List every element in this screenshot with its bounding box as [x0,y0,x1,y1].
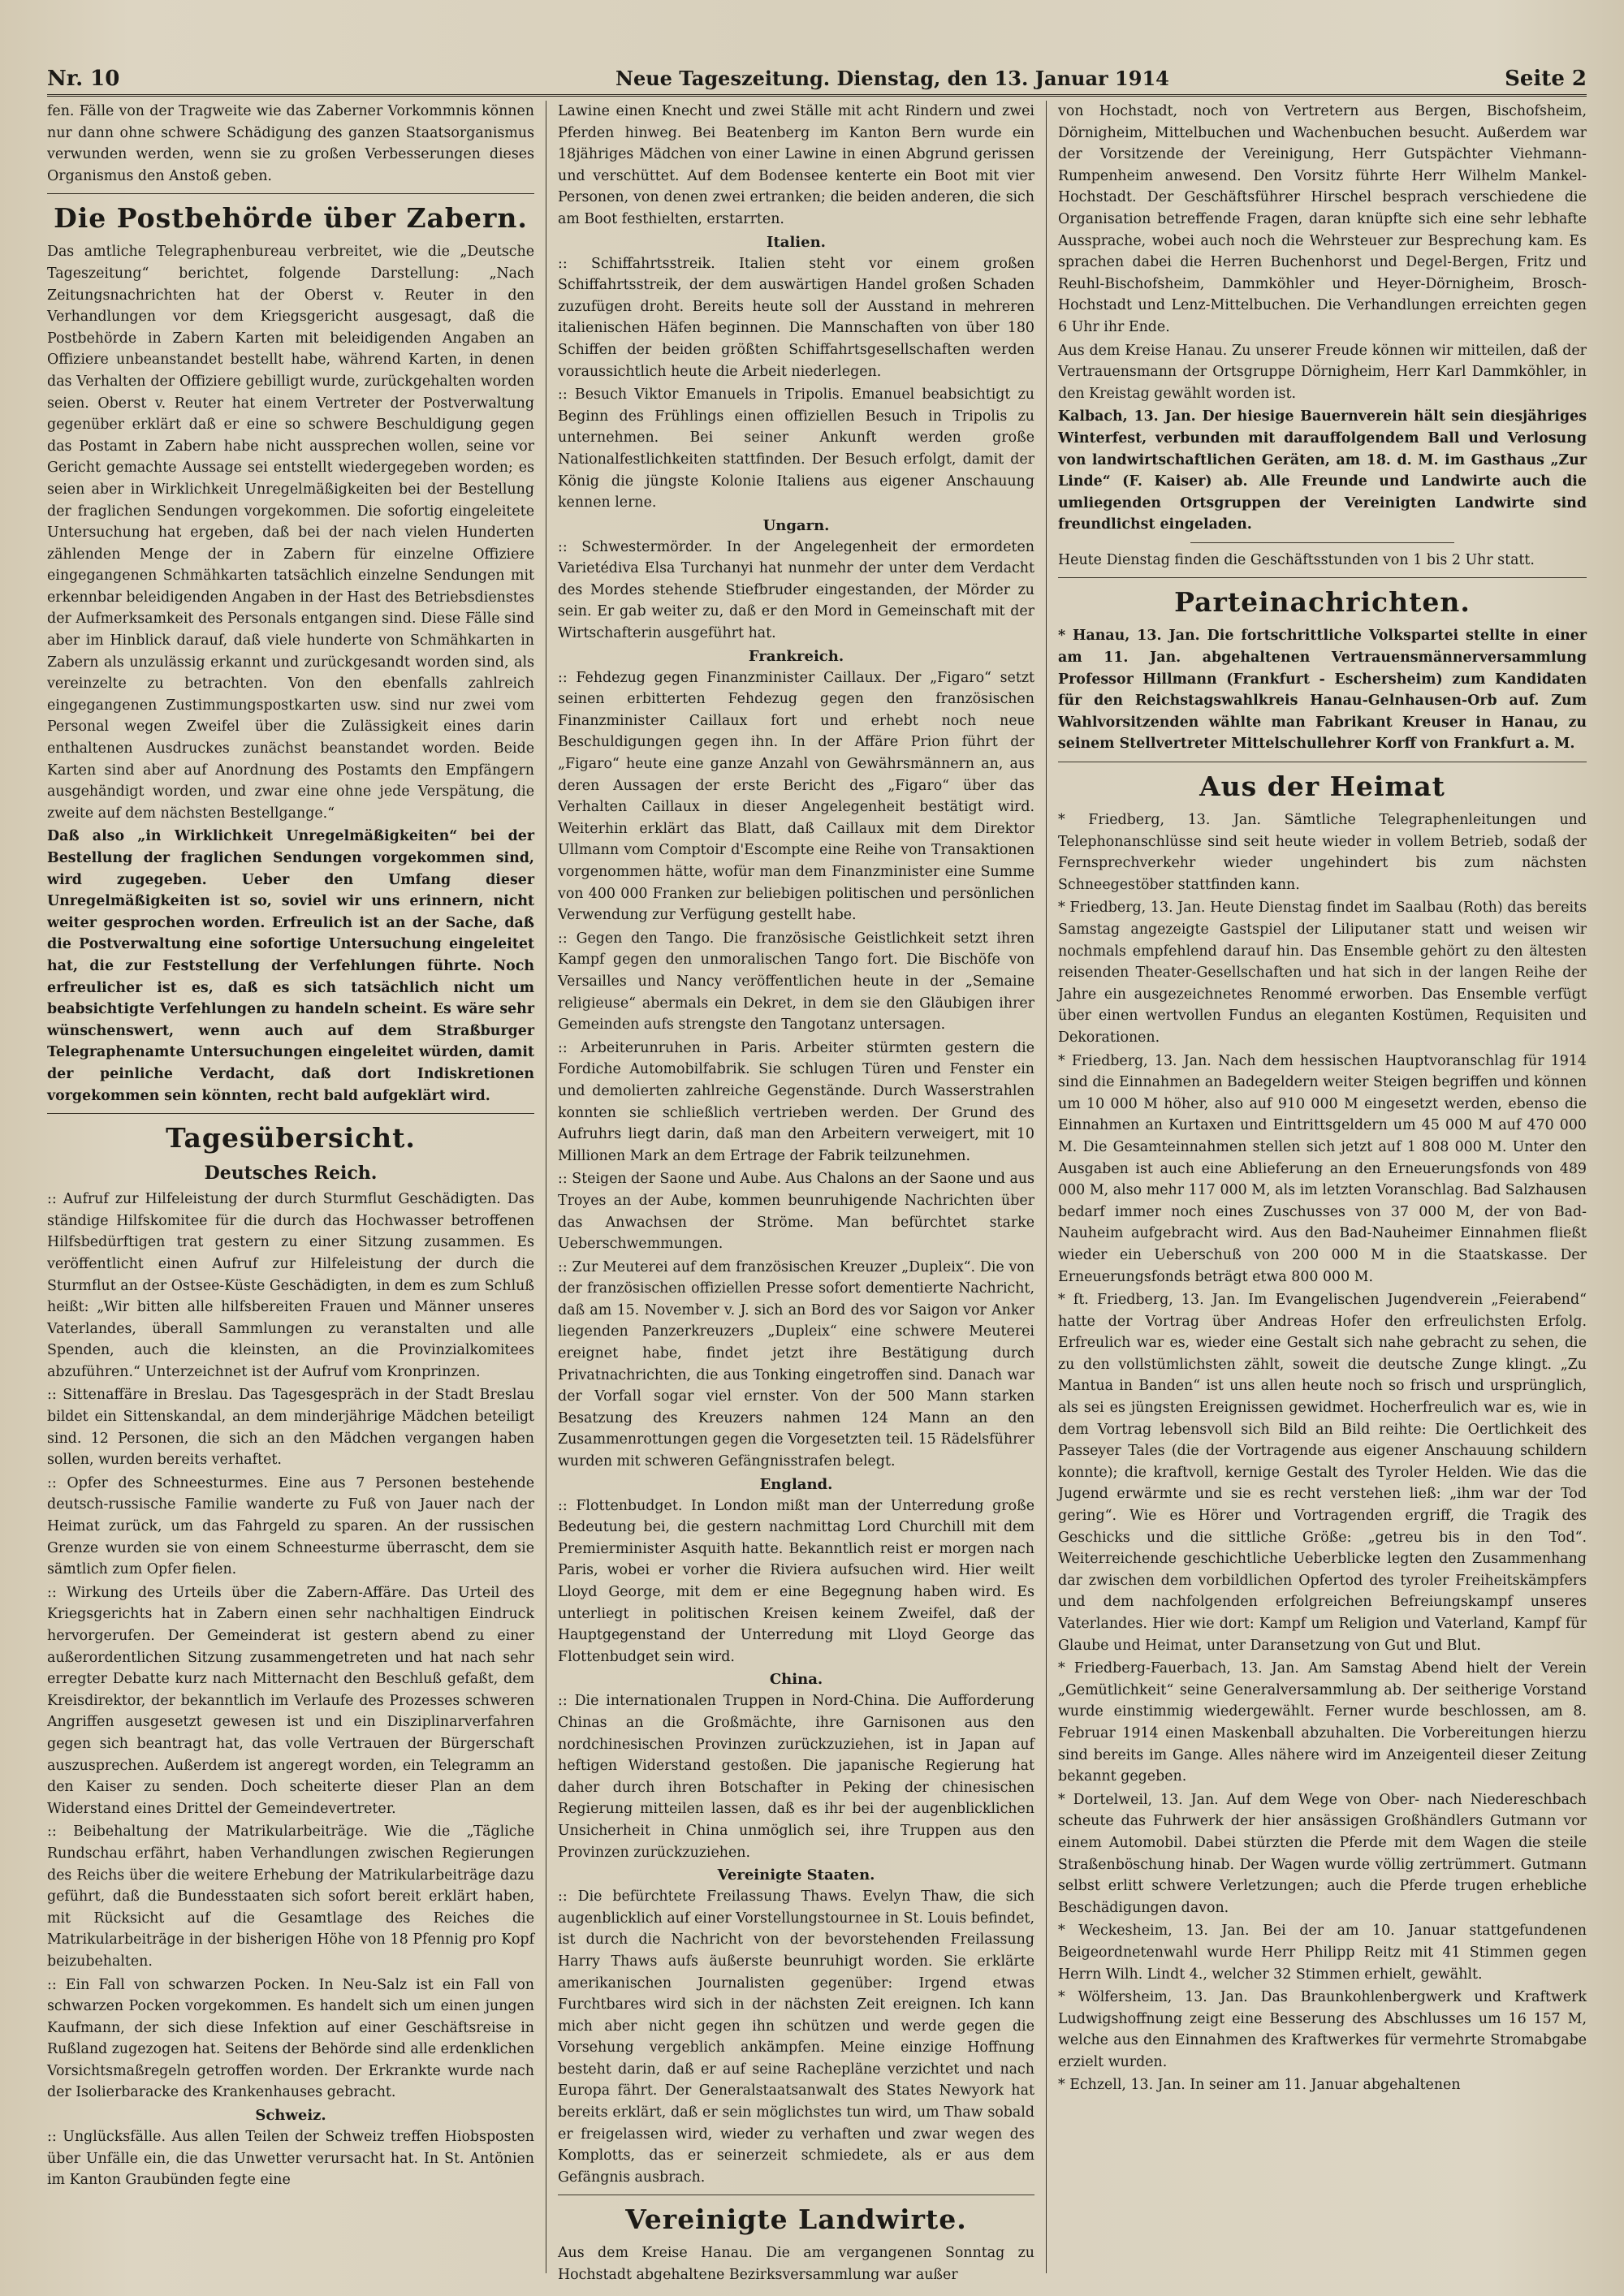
news-item: :: Schiffahrtsstreik. Italien steht vor einem großen Schiffahrtsstreik, der dem auswärtigen Handel großen Schaden zuzufügen droht. Bereits heute soll der Ausstand in mehreren italienischen Häfen beginnen. Die Mannschaften von über 180 Schiffen der beiden größten Schiffahrtsgesellschaften werden voraussichtlich heute die Arbeit niederlegen. [558,255,1034,380]
news-item: :: Schwestermörder. In der Angelegenheit der ermordeten Varietédiva Elsa Turchanyi hat nunmehr der unter dem Verdacht des Mordes stehende Stiefbruder eingestanden, der Mörder zu sein. Er gab weiter zu, daß er den Mord in Gemeinschaft mit der Wirtschafterin ausgeführt hat. [558,538,1034,642]
column-1 [47,101,546,2273]
article-continuation: fen. Fälle von der Tragweite wie das Zaberner Vorkommnis können nur dann ohne schwere Schädigung des ganzen Staatsorganismus verwunden werden, wenn sie zu großen Verbesserungen dieses Organismus den Anstoß geben. [47,103,534,184]
section-deutsches-reich: Deutsches Reich. [204,1163,378,1185]
divider [47,1113,534,1114]
section-ungarn: Ungarn. [762,516,830,534]
news-item: :: Sittenaffäre in Breslau. Das Tagesgespräch in der Stadt Breslau bildet ein Sittenskandal, an dem minderjährige Mädchen beteiligt sind. 12 Personen, die sich an den Mädchen vergangen haben sollen, wurden bereits verhaftet. [47,1387,534,1469]
news-item: :: Zur Meuterei auf dem französischen Kreuzer „Dupleix“. Die von der französischen offiziellen Presse sofort dementierte Nachricht, daß am 15. November v. J. sich an Bord des vor Saigon vor Anker liegenden Panzerkreuzers „Dupleix“ eine schwere Meuterei ereignet habe, findet jetzt ihre Bestätigung durch Privatnachrichten, die aus Tonking eingetroffen sind. Danach war der Vorfall sogar viel ernster. Von der 500 Mann starken Besatzung des Kreuzers nahmen 124 Mann an den Zusammenrottungen gegen die Vorgesetzten teil. 15 Rädelsführer wurden mit schweren Gefängnisstrafen belegt. [558,1258,1034,1470]
news-item: :: Unglücksfälle. Aus allen Teilen der Schweiz treffen Hiobsposten über Unfälle ein, die das Unwetter verursacht hat. In St. Antönien im Kanton Graubünden fegte eine [47,2129,534,2189]
news-item: :: Besuch Viktor Emanuels in Tripolis. Emanuel beabsichtigt zu Beginn des Frühlings einen offiziellen Besuch in Tripolis zu unternehmen. Bei seiner Ankunft werden große Nationalfestlichkeiten stattfinden. Der Besuch erfolgt, damit der König die jüngste Kolonie Italiens aus eigener Anschauung kennen lerne. [558,386,1034,511]
paragraph: Daß also „in Wirklichkeit Unregelmäßigkeiten“ bei der Bestellung der fraglichen Sendungen vorgekommen sind, wird zugegeben. Ueber den Umfang dieser Unregelmäßigkeiten ist so, soviel wir uns erinnern, nicht weiter gesprochen worden. Erfreulich ist an der Sache, daß die Postverwaltung eine sofortige Untersuchung eingeleitet hat, die zur Feststellung der Verfehlungen führte. Noch erfreulicher ist es, daß es sich tatsächlich nicht um beabsichtigte Verfehlungen zu handeln scheint. Es wäre sehr wünschenswert, wenn auch auf dem Straßburger Telegraphenamte Untersuchungen eingeleitet würden, damit der peinliche Verdacht, daß dort Indiskretionen vorgekommen sein könnten, recht bald aufgeklärt wird. [47,828,534,1104]
news-item: :: Beibehaltung der Matrikularbeiträge. Wie die „Tägliche Rundschau erfährt, haben Verhandlungen zwischen Regierungen des Reichs über die weitere Erhebung der Matrikularbeiträge dazu geführt, daß die Bundesstaaten sich sofort bereit erklärt haben, mit Rücksicht auf die Gesamtlage des Reiches die Matrikularbeiträge in der bisherigen Höhe von 18 Pfennig pro Kopf beizubehalten. [47,1823,534,1970]
issue-number: Nr. 10 [47,67,120,91]
news-item: :: Arbeiterunruhen in Paris. Arbeiter stürmten gestern die Fordiche Automobilfabrik. Sie schlugen Türen und Fenster ein und demolierten zahlreiche Gegenstände. Durch Wasserstrahlen konnten sie schließlich vertrieben werden. Der Grund des Aufruhrs liegt darin, daß man den Arbeitern verweigert, mit 10 Millionen Mark an dem Ertrage der Fabrik teilzunehmen. [558,1039,1034,1164]
news-item: :: Opfer des Schneesturmes. Eine aus 7 Personen bestehende deutsch-russische Familie wanderte zu Fuß von Jauer nach der Heimat zurück, um das Fahrgeld zu sparen. An der russischen Grenze wurden sie von einem Schneesturme überrascht, dem sie sämtlich zum Opfer fielen. [47,1474,534,1578]
divider [47,193,534,194]
section-vereinigte-staaten: Vereinigte Staaten. [717,1867,875,1884]
headline-vereinigte-landwirte: Vereinigte Landwirte. [625,2203,967,2236]
news-item: * Hanau, 13. Jan. Die fortschrittliche Volkspartei stellte in einer am 11. Jan. abgehaltenen Vertrauensmännerversammlung Professor Hillmann (Frankfurt - Eschersheim) zum Kandidaten für den Reichstagswahlkreis Hanau-Gelnhausen-Orb auf. Zum Wahlvorsitzenden wählte man Fabrikant Kreuser in Hanau, zu seinem Stellvertreter Mittelschullehrer Korff von Frankfurt a. M. [1058,628,1587,753]
newspaper-title-date: Neue Tageszeitung. Dienstag, den 13. Januar 1914 [615,67,1169,90]
column-2 [546,101,1046,2284]
news-item: * Friedberg, 13. Jan. Sämtliche Telegraphenleitungen und Telephonanschlüsse sind seit heute wieder in vollem Betrieb, sodaß der Fernsprechverkehr wieder ungehindert bis zum nächsten Schneegestöber stattfinden kann. [1058,812,1587,893]
section-england: England. [759,1475,833,1493]
news-item: :: Flottenbudget. In London mißt man der Unterredung große Bedeutung bei, die gestern nachmittag Lord Churchill mit dem Premierminister Asquith hatte. Bekanntlich reist er morgen nach Paris, wobei er vorher die Riviera aufsuchen wird. Hier weilt Lloyd George, mit dem er eine Begegnung haben wird. Es unterliegt in politischen Kreisen keinem Zweifel, daß der Hauptgegenstand der Unterredung mit Lloyd George das Flottenbudget sein wird. [558,1497,1034,1665]
divider [1058,577,1587,578]
news-item: * Echzell, 13. Jan. In seiner am 11. Januar abgehaltenen [1058,2077,1461,2094]
news-item: * Wölfersheim, 13. Jan. Das Braunkohlenbergwerk und Kraftwerk Ludwigshoffnung zeigt eine Besserung des Abschlusses um 16 157 M, welche aus den Einnahmen des Kraftwerkes für vermehrte Stromabgabe erzielt wurden. [1058,1989,1587,2070]
column-3 [1046,101,1587,2273]
divider [1190,542,1455,543]
news-item: * Friedberg, 13. Jan. Nach dem hessischen Hauptvoranschlag für 1914 sind die Einnahmen an Badegeldern weiter Steigen begriffen und können um 10 000 M höher, also auf 910 000 M eingesetzt werden, ebenso die Einnahmen an Kurtaxen und Eintrittsgeldern um 45 000 M auf 470 000 M. Die Gesamteinnahmen stellen sich jetzt auf 1 808 000 M. Unter den Ausgaben ist auch eine Ablieferung an den Erneuerungsfonds von 489 000 M, also mehr 117 000 M, als im letzten Voranschlag. Bad Salzhausen bedarf immer noch eines Zuschusses von 37 000 M, der von Bad-Nauheim aufgebracht wird. Aus den Bad-Nauheimer Einnahmen fließt wieder ein Ueberschuß von 200 000 M in die Staatskasse. Der Erneuerungsfonds beträgt etwa 800 000 M. [1058,1052,1587,1285]
news-item: :: Steigen der Saone und Aube. Aus Chalons an der Saone und aus Troyes an der Aube, kommen beunruhigende Nachrichten über das Anwachsen der Ströme. Man befürchtet starke Ueberschwemmungen. [558,1171,1034,1253]
masthead [47,63,1587,93]
news-item: * ft. Friedberg, 13. Jan. Im Evangelischen Jugendverein „Feierabend“ hatte der Vortrag über Andreas Hofer den erfreulichsten Erfolg. Erfreulich war es, wieder eine Gestalt sich nahe gebracht zu sehen, die zu den vollstümlichsten zählt, soweit die deutsche Zunge klingt. „Zu Mantua in Banden“ ist uns allen heute noch so frisch und ursprünglich, als sei es jüngsten Ereignissen gewidmet. Hocherfreulich war es, wie in dem Vortrag lebensvoll sich Bild an Bild reihte: Die Oertlichkeit des Passeyer Tales (die der Vortragende aus eigener Anschauung schildern konnte); die kraftvoll, kernige Gestalt des Tyroler Helden. Wie das die Jugend erwärmte und sie es recht verstehen ließ: „ihm war der Tod gering“. Wie es Hörer und Vortragenden ergriff, die Tragik des Geschicks und die sittliche Größe: „getreu bis in den Tod“. Weiterreichende geschichtliche Ueberblicke legten den Zusammenhang dar zwischen dem vorbildlichen Opfertod des tyroler Freiheitskämpfers und dem nachfolgenden erfolgreichen Befreiungskampf unseres Vaterlandes. Hier wie dort: Kampf um Religion und Vaterland, Kampf für Glaube und Heimat, unter Daransetzung von Gut und Blut. [1058,1292,1587,1654]
paragraph: Das amtliche Telegraphenbureau verbreitet, wie die „Deutsche Tageszeitung“ berichtet, folgende Darstellung: „Nach Zeitungsnachrichten hat der Oberst v. Reuter in den Verhandlungen vor dem Kriegsgericht ausgesagt, daß die Postbehörde in Zabern Karten mit beleidigenden Angaben an Offiziere unbeanstandet bestellt habe, während Karten, in denen das Verhalten der Offiziere gebilligt wurde, zurückgehalten worden seien. Oberst v. Reuter hat einem Vertreter der Postverwaltung gegenüber erklärt daß er eine so schwere Beschuldigung gegen das Postamt in Zabern habe nicht aussprechen wollen, seine vor Gericht gemachte Aussage sei entstellt wiedergegeben worden; es seien aber in Wirklichkeit Unregelmäßigkeiten bei der Bestellung der fraglichen Sendungen vorgekommen. Die sofortig eingeleitete Untersuchung hat ergeben, daß bei der nach vielen Hunderten zählenden Menge der in Zabern für einzelne Offiziere eingegangenen Schmähkarten tatsächlich einzelne Sendungen mit erkennbar beleidigenden Angaben in der Hast des Betriebsdienstes der Aufmerksamkeit des Personals entgangen sind. Diese Fälle sind aber im Hinblick darauf, daß viele hunderte von Schmähkarten in Zabern als unzulässig erkannt und zurückgesandt worden sind, als vereinzelte zu betrachten. Von den ebenfalls zahlreich eingegangenen Zustimmungspostkarten usw. sind nur zwei vom Personal wegen Zweifel über die Zulässigkeit eines darin enthaltenen Ausdruckes zunächst beanstandet worden. Beide Karten sind aber auf Anordnung des Postamts den Empfängern ausgehändigt worden, und zwar eine ohne jede Verspätung, die zweite auf dem nächsten Bestellgange.“ [47,244,534,822]
news-item: Aus dem Kreise Hanau. Die am vergangenen Sonntag zu Hochstadt abgehaltene Bezirksversammlung war außer [558,2245,1034,2284]
news-item: Kalbach, 13. Jan. Der hiesige Bauernverein hält sein diesjähriges Winterfest, verbunden mit darauffolgendem Ball und Verlosung von landwirtschaftlichen Geräten, am 18. d. M. im Gasthaus „Zur Linde“ (F. Kaiser) ab. Alle Freunde und Landwirte auch die umliegenden Ortsgruppen der Vereinigten Landwirte sind freundlichst eingeladen. [1058,408,1587,533]
headline-postbehoerde: Die Postbehörde über Zabern. [54,202,528,235]
section-frankreich: Frankreich. [748,647,844,665]
news-item: :: Ein Fall von schwarzen Pocken. In Neu-Salz ist ein Fall von schwarzen Pocken vorgekommen. Es handelt sich um einen jungen Kaufmann, der sich diese Infektion auf einer Geschäftsreise in Rußland zugezogen hat. Seitens der Behörde sind alle erdenklichen Vorsichtsmaßregeln getroffen worden. Der Erkrankte wurde nach der Isolierbaracke des Krankenhauses gebracht. [47,1976,534,2101]
article-continuation: von Hochstadt, noch von Vertretern aus Bergen, Bischofsheim, Dörnigheim, Mittelbuchen und Wachenbuchen besucht. Außerdem war der Vorsitzende der Vereinigung, Herr Gutspächter Viehmann-Rumpenheim anwesend. Den Vorsitz führte Herr Wilhelm Mankel-Hochstadt. Der Geschäftsführer Hirschel besprach verschiedene die Organisation betreffende Fragen, daran knüpfte sich eine sehr lebhafte Aussprache, wobei auch noch die Wehrsteuer zur Besprechung kam. Es sprachen dabei die Herren Buchenhorst und Degel-Bergen, Fritz und Reuhl-Bischofsheim, Dammköhler und Heyer-Dörnigheim, Brosch-Hochstadt und Lenz-Mittelbuchen. Die Verhandlungen erreichten gegen 6 Uhr ihr Ende. [1058,103,1587,335]
notice: Heute Dienstag finden die Geschäftsstunden von 1 bis 2 Uhr statt. [1058,551,1535,568]
headline-aus-der-heimat: Aus der Heimat [1199,770,1445,803]
section-china: China. [769,1671,823,1689]
news-item: :: Wirkung des Urteils über die Zabern-Affäre. Das Urteil des Kriegsgerichts hat in Zabern einen sehr nachhaltigen Eindruck hervorgerufen. Der Gemeinderat ist gestern abend zu einer außerordentlichen Sitzung zusammengetreten und hat nach sehr erregter Debatte kurz nach Mitternacht den Beschluß gefaßt, dem Kreisdirektor, der bekanntlich im Verlaufe des Prozesses schweren Angriffen ausgesetzt gewesen ist und ein Disziplinarverfahren gegen sich beantragt hat, das volle Vertrauen der Bürgerschaft auszusprechen. Außerdem ist angeregt worden, ein Telegramm an den Kaiser zu senden. Doch scheiterte dieser Plan an dem Widerstand eines Drittel der Gemeindevertreter. [47,1584,534,1817]
columns [47,101,1587,2284]
news-item: * Friedberg, 13. Jan. Heute Dienstag findet im Saalbau (Roth) das bereits Samstag angezeigte Gastspiel der Liliputaner statt und weisen wir nochmals empfehlend darauf hin. Das Ensemble gehört zu den ältesten reisenden Theater-Gesellschaften und hat sich in der langen Reihe der Jahre ein ausgezeichnetes Renommé erworben. Das Ensemble verfügt über einen wertvollen Fundus an eleganten Kostümen, Requisiten und Dekorationen. [1058,900,1587,1046]
news-item: :: Die internationalen Truppen in Nord-China. Die Aufforderung Chinas an die Großmächte, ihre Garnisonen aus den nordchinesischen Provinzen zurückzuziehen, ist in Japan auf heftigen Widerstand gestoßen. Die japanische Regierung hat daher durch ihren Botschafter in Peking der chinesischen Regierung mitteilen lassen, daß es ihr bei der augenblicklichen Unsicherheit in China unmöglich sei, ihre Truppen aus den Provinzen zurückzuziehen. [558,1693,1034,1861]
news-item: * Dortelweil, 13. Jan. Auf dem Wege von Ober- nach Niedereschbach scheute das Fuhrwerk der hier ansässigen Großhändlers Gutmann vor einem Automobil. Dabei stürzten die Pferde mit dem Wagen die steile Straßenböschung hinab. Der Wagen wurde völlig zertrümmert. Gutmann selbst erlitt schwere Verletzungen; auch die Pferde trugen erhebliche Beschädigungen davon. [1058,1791,1587,1916]
news-item: * Weckesheim, 13. Jan. Bei der am 10. Januar stattgefundenen Beigeordnetenwahl wurde Herr Philipp Reitz mit 41 Stimmen gegen Herrn Wilh. Lindt 4., welcher 32 Stimmen erhielt, gewählt. [1058,1923,1587,1983]
news-item: :: Fehdezug gegen Finanzminister Caillaux. Der „Figaro“ setzt seinen erbitterten Fehdezug gegen den französischen Finanzminister Caillaux fort und erhebt noch neue Beschuldigungen gegen ihn. In der Affäre Prion führt der „Figaro“ heute eine ganze Anzahl von Gewährsmännern an, aus deren Aussagen der erste Bericht des „Figaro“ über das Verhalten Caillaux in dieser Angelegenheit bestätigt wird. Weiterhin erklärt das Blatt, daß Caillaux mit dem Direktor Ullmann vom Comptoir d'Escompte eine Reihe von Transaktionen vorgenommen hätte, wofür man dem Finanzminister eine Summe von 400 000 Franken zur beliebigen politischen und persönlichen Verwendung zur Verfügung gestellt habe. [558,669,1034,924]
section-italien: Italien. [767,233,826,251]
headline-parteinachrichten: Parteinachrichten. [1174,586,1471,619]
news-item: :: Gegen den Tango. Die französische Geistlichkeit setzt ihren Kampf gegen den unmoralischen Tango fort. Die Bischöfe von Versailles und Nancy veröffentlichen heute in der „Semaine religieuse“ abermals ein Dekret, in dem sie den Gläubigen ihrer Gemeinden aufs strengste den Tangotanz untersagen. [558,930,1034,1034]
page-number: Seite 2 [1505,67,1587,91]
section-schweiz: Schweiz. [255,2107,326,2125]
news-item: Aus dem Kreise Hanau. Zu unserer Freude können wir mitteilen, daß der Vertrauensmann der Ortsgruppe Dörnigheim, Herr Karl Dammköhler, in den Kreistag gewählt worden ist. [1058,342,1587,402]
news-item: :: Aufruf zur Hilfeleistung der durch Sturmflut Geschädigten. Das ständige Hilfskomitee für die durch das Hochwasser betroffenen Hilfsbedürftigen trat gestern zu einer Sitzung zusammen. Es veröffentlicht einen Aufruf zur Hilfeleistung der durch die Sturmflut an der Ostsee-Küste Geschädigten, in dem es zum Schluß heißt: „Wir bitten alle hilfsbereiten Frauen und Männer unseres Vaterlandes, überall Sammlungen zu veranstalten und alle Spenden, auch die kleinsten, an die Provinzialkomitees abzuführen.“ Unterzeichnet ist der Aufruf vom Kronprinzen. [47,1191,534,1380]
article-continuation: Lawine einen Knecht und zwei Ställe mit acht Rindern und zwei Pferden hinweg. Bei Beatenberg im Kanton Bern wurde ein 18jähriges Mädchen von einer Lawine in einen Abgrund gerissen und verschüttet. Auf dem Bodensee kenterte ein Boot mit vier Personen, von denen zwei ertranken; die beiden anderen, die sich am Boot festhielten, erstarrten. [558,103,1034,227]
masthead-rule [47,94,1587,97]
headline-tagesuebersicht: Tagesübersicht. [166,1122,416,1154]
news-item: :: Die befürchtete Freilassung Thaws. Evelyn Thaw, die sich augenblicklich auf einer Vorstellungstournee in St. Louis befindet, ist durch die Nachricht von der bevorstehenden Freilassung Harry Thaws aufs äußerste beunruhigt worden. Sie erklärte amerikanischen Journalisten gegenüber: Irgend etwas Furchtbares wird sich in der nächsten Zeit ereignen. Ich kann mich aber nicht gegen ihn schützen und werde gegen die Vorsehung vergeblich ankämpfen. Meine einzige Hoffnung besteht darin, daß er auf seine Rachepläne verzichtet und nach Europa fährt. Der Generalstaatsanwalt des States Newyork hat bereits erklärt, daß er sein möglichstes tun wird, um Thaw sobald er freigelassen wird, wieder zu verhaften und zwar wegen des Komplotts, das er seinerzeit schmiedete, als er aus dem Gefängnis ausbrach. [558,1888,1034,2186]
news-item: * Friedberg-Fauerbach, 13. Jan. Am Samstag Abend hielt der Verein „Gemütlichkeit“ seine Generalversammlung ab. Der seitherige Vorstand wurde einstimmig wiedergewählt. Ferner wurde beschlossen, am 8. Februar 1914 einen Maskenball abzuhalten. Die Vorbereitungen hierzu sind bereits im Gange. Alles nähere wird im Anzeigenteil dieser Zeitung bekannt gegeben. [1058,1660,1587,1785]
